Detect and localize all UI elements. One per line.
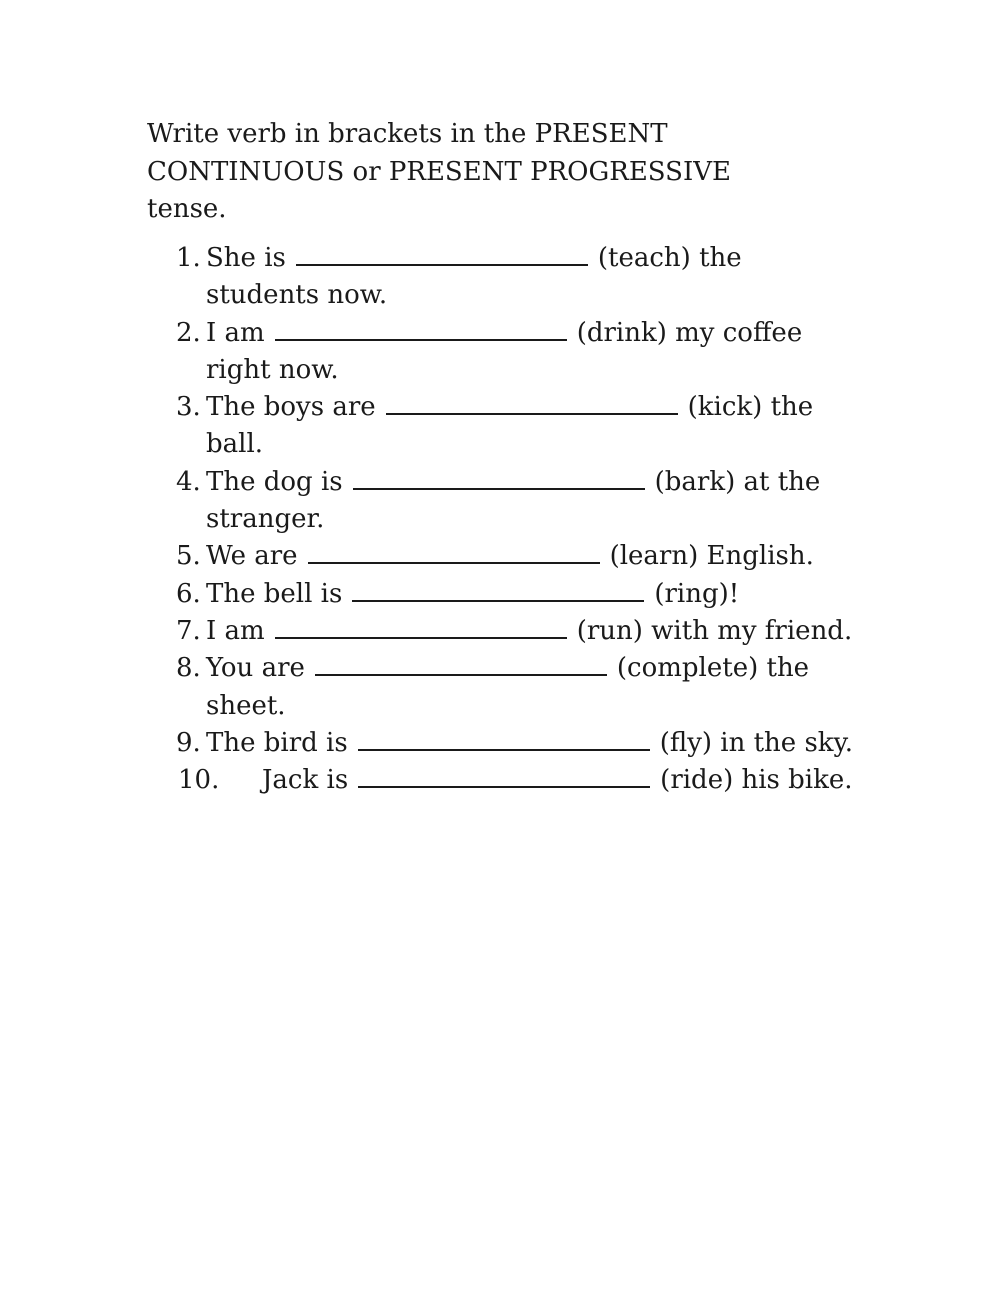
- exercise-item-8: [0, 650, 856, 725]
- item-number: 4.: [176, 466, 201, 497]
- exercise-item-3: [0, 389, 856, 464]
- item-number: 3.: [176, 392, 201, 423]
- item-lead-text: I am: [206, 615, 265, 646]
- answer-blank-4[interactable]: [353, 466, 645, 490]
- exercise-list: [0, 240, 1000, 799]
- item-tail-text: (complete) the sheet.: [206, 653, 810, 721]
- answer-blank-3[interactable]: [386, 391, 678, 415]
- item-tail-text: (bark) at the stranger.: [206, 466, 821, 535]
- exercise-item-7: [0, 613, 856, 650]
- item-lead-text: You are: [206, 653, 305, 684]
- item-number: 7.: [176, 615, 201, 646]
- item-tail-text: (ring)!: [654, 578, 740, 609]
- exercise-item-4: [0, 464, 856, 539]
- item-number: 1.: [176, 243, 201, 273]
- item-lead-text: We are: [206, 541, 298, 572]
- item-number: 5.: [176, 541, 201, 572]
- answer-blank-7[interactable]: [275, 615, 567, 639]
- answer-blank-10[interactable]: [358, 764, 650, 788]
- item-lead-text: Jack is: [262, 765, 349, 796]
- item-tail-text: (run) with my friend.: [576, 615, 853, 646]
- exercise-item-10: [0, 762, 856, 799]
- item-number: 9.: [176, 727, 201, 758]
- item-lead-text: The bird is: [206, 727, 348, 758]
- exercise-item-2: [0, 315, 856, 390]
- answer-blank-8[interactable]: [315, 652, 607, 676]
- answer-blank-9[interactable]: [358, 727, 650, 751]
- answer-blank-2[interactable]: [275, 317, 567, 341]
- item-lead-text: She is: [206, 243, 286, 273]
- answer-blank-5[interactable]: [308, 540, 600, 564]
- item-tail-text: (drink) my coffee right now.: [206, 317, 803, 385]
- item-lead-text: The bell is: [206, 578, 343, 609]
- item-tail-text: (ride) his bike.: [660, 765, 853, 796]
- exercise-item-6: [0, 576, 856, 613]
- item-tail-text: (fly) in the sky.: [659, 727, 854, 758]
- instructions-text: Write verb in brackets in the PRESENT CONTINUOUS or PRESENT PROGRESSIVE tense.: [147, 119, 731, 224]
- item-lead-text: I am: [206, 317, 265, 348]
- exercise-item-9: [0, 725, 856, 762]
- item-tail-text: (teach) the students now.: [206, 243, 742, 311]
- item-number: 6.: [176, 578, 201, 609]
- exercise-item-1: [0, 240, 856, 315]
- item-number: 2.: [176, 317, 201, 348]
- answer-blank-1[interactable]: [296, 242, 588, 266]
- exercise-item-5: [0, 538, 856, 575]
- item-tail-text: (kick) the ball.: [206, 392, 814, 460]
- item-lead-text: The boys are: [206, 392, 376, 423]
- answer-blank-6[interactable]: [352, 578, 644, 602]
- item-tail-text: (learn) English.: [609, 541, 814, 572]
- item-number: 10.: [178, 765, 220, 796]
- item-lead-text: The dog is: [206, 466, 343, 497]
- item-number: 8.: [176, 653, 201, 684]
